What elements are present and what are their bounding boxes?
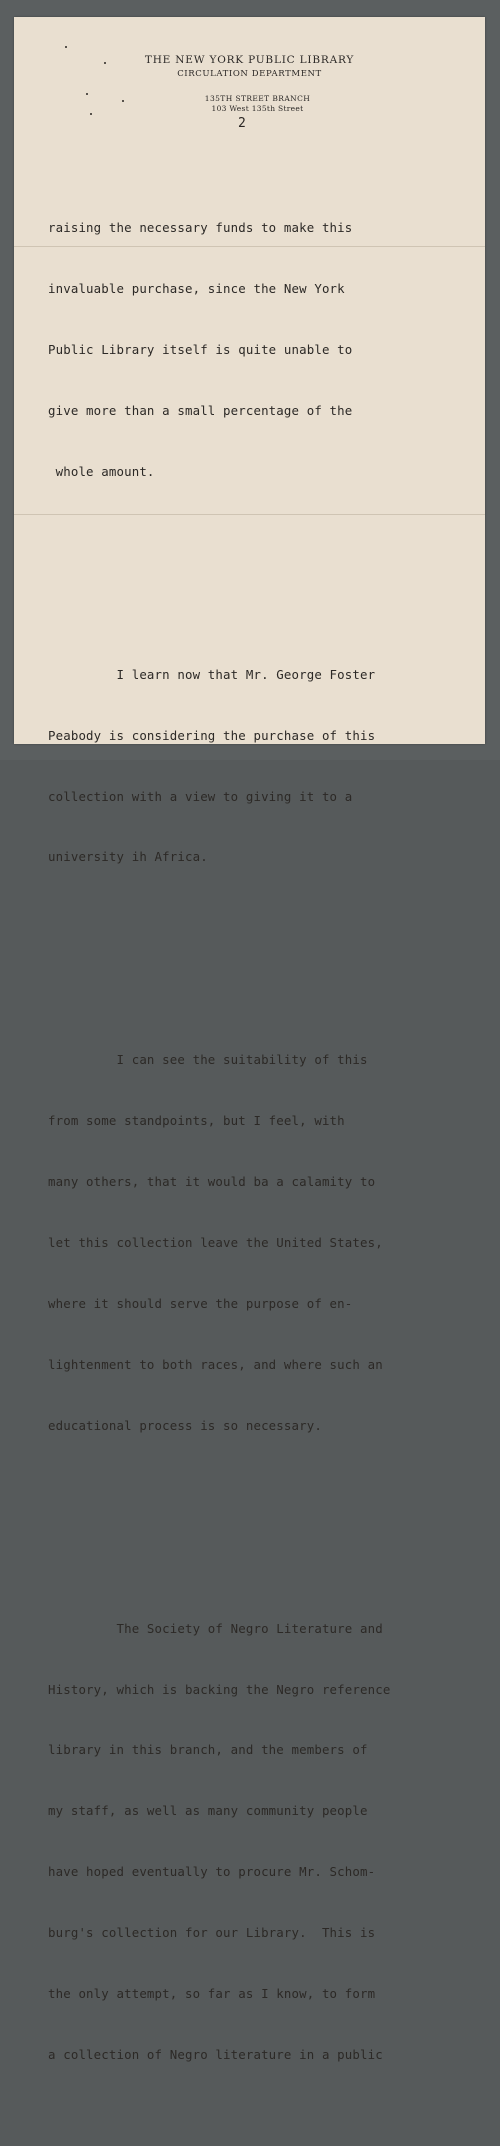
letterhead-branch: 135TH STREET BRANCH (204, 94, 311, 103)
text-line: where it should serve the purpose of en- (48, 1295, 353, 1311)
text-line: let this collection leave the United States, (48, 1235, 383, 1251)
paragraph-4 (48, 1578, 478, 2106)
paper-sheet (14, 17, 485, 2062)
paragraph-spacer (48, 1517, 478, 1537)
ink-speck (90, 113, 92, 115)
text-line: the only attempt, so far as I know, to form (48, 1986, 376, 2002)
letterhead-address: 103 West 135th Street (211, 104, 304, 113)
text-line: many others, that it would ba a calamity to (48, 1174, 376, 1190)
text-line: Peabody is considering the purchase of this (48, 727, 376, 743)
text-line: History, which is backing the Negro reference (48, 1681, 391, 1697)
text-line: burg's collection for our Library. This is (48, 1925, 376, 1941)
text-line: a collection of Negro literature in a public (48, 2046, 383, 2062)
text-line: from some standpoints, but I feel, with (48, 1113, 345, 1129)
text-line: raising the necessary funds to make this (48, 220, 353, 236)
text-line: whole amount. (48, 463, 155, 479)
text-line: my staff, as well as many community people (48, 1803, 368, 1819)
text-line: The Society of Negro Literature and (48, 1620, 383, 1636)
letterhead-organization: THE NEW YORK PUBLIC LIBRARY (144, 54, 355, 66)
ink-speck (65, 46, 67, 48)
paragraph-2 (48, 624, 478, 908)
text-line: library in this branch, and the members of (48, 1742, 368, 1758)
text-line: invaluable purchase, since the New York (48, 281, 345, 297)
text-line: lightenment to both races, and where such an (48, 1356, 383, 1372)
text-line: collection with a view to giving it to a (48, 788, 353, 804)
paragraph-spacer (48, 949, 478, 969)
letter-body (48, 137, 478, 2146)
text-line: give more than a small percentage of the (48, 402, 353, 418)
text-line: educational process is so necessary. (48, 1417, 322, 1433)
text-line: I learn now that Mr. George Foster (48, 666, 376, 682)
text-line: university ih Africa. (48, 849, 208, 865)
text-line: I can see the suitability of this (48, 1052, 368, 1068)
paragraph-3 (48, 1010, 478, 1477)
text-line: have hoped eventually to procure Mr. Schom- (48, 1864, 376, 1880)
page-number: 2 (238, 116, 246, 131)
paragraph-spacer (48, 563, 478, 583)
text-line: Public Library itself is quite unable to (48, 341, 353, 357)
paragraph-1 (48, 178, 478, 523)
letterhead-department: CIRCULATION DEPARTMENT (177, 69, 322, 79)
